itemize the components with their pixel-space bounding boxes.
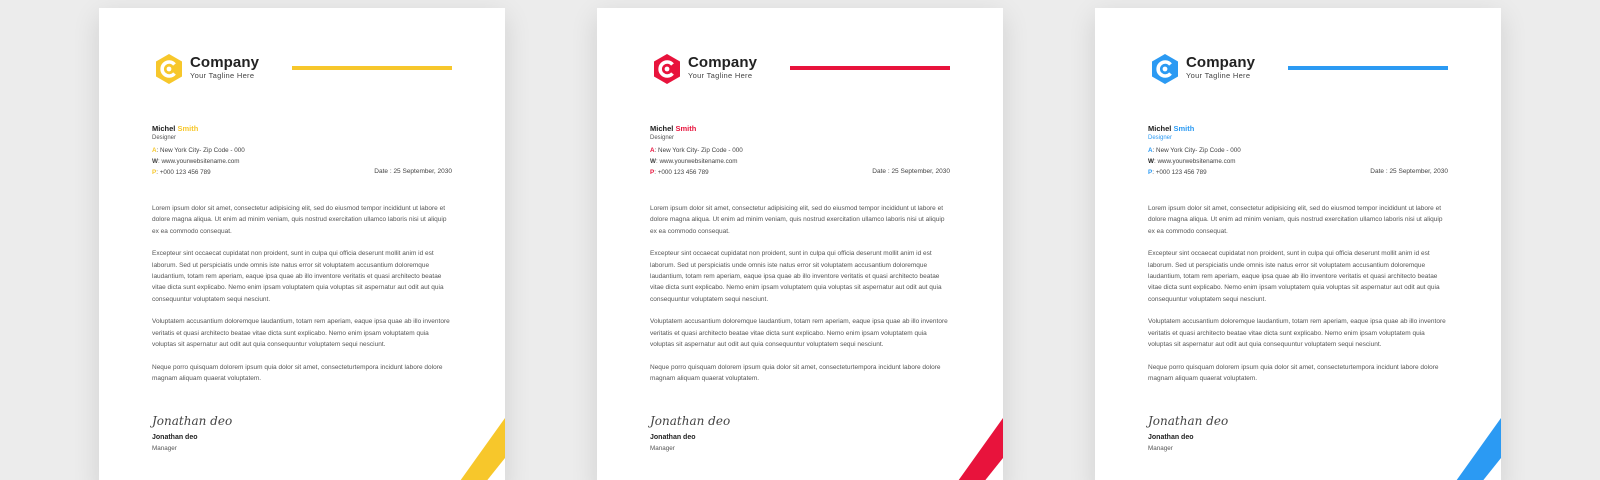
phone-line (152, 169, 211, 176)
company-name: Company (1186, 54, 1256, 71)
website-value: : www.yourwebsitename.com (157, 158, 240, 165)
address-key: A (650, 147, 655, 154)
body-paragraph: Voluptatem accusantium doloremque laudantium, totam rem aperiam, eaque ipsa quae ab illo inventore veritatis et quasi architecto beatae vitae dicta sunt explicabo. Nemo enim ipsam voluptatem quia voluptas sit aspernatur aut odit aut quia consequuntur voluptatem sequi nesciunt. (152, 318, 450, 348)
body-paragraph: Neque porro quisquam dolorem ipsum quia dolor sit amet, consecteturtempora incidunt labore dolore magnam aliquam quaerat voluptatem. (650, 363, 941, 383)
company-tagline: Your Tagline Here (688, 71, 753, 80)
letterhead-page-2 (597, 8, 1003, 480)
corner-accent-stripe (943, 418, 1003, 480)
sender-last-name: Smith (675, 124, 697, 133)
body-paragraph: Excepteur sint occaecat cupidatat non proident, sunt in culpa qui officia deserunt mollit anim id est laborum. Sed ut perspiciatis unde omnis iste natus error sit voluptatem accusantium doloremque laudantium, totam rem aperiam, eaque ipsa quae ab illo inventore veritatis et quasi architecto beatae vitae dicta sunt explicabo. Nemo enim ipsam voluptatem quia voluptas sit aspernatur aut odit aut quia consequuntur voluptatem sequi nesciunt. (152, 250, 444, 303)
header-accent-line (1288, 66, 1448, 70)
letter-date: Date : 25 September, 2030 (872, 168, 950, 175)
body-paragraph: Neque porro quisquam dolorem ipsum quia dolor sit amet, consecteturtempora incidunt labore dolore magnam aliquam quaerat voluptatem. (1148, 363, 1439, 383)
address-line (1148, 147, 1241, 154)
website-value: : www.yourwebsitename.com (655, 158, 738, 165)
body-paragraph: Excepteur sint occaecat cupidatat non proident, sunt in culpa qui officia deserunt mollit anim id est laborum. Sed ut perspiciatis unde omnis iste natus error sit voluptatem accusantium doloremque laudantium, totam rem aperiam, eaque ipsa quae ab illo inventore veritatis et quasi architecto beatae vitae dicta sunt explicabo. Nemo enim ipsam voluptatem quia voluptas sit aspernatur aut odit aut quia consequuntur voluptatem sequi nesciunt. (1148, 250, 1440, 303)
sender-last-name: Smith (177, 124, 199, 133)
sender-role: Designer (1148, 135, 1173, 141)
phone-key: P (1148, 169, 1153, 176)
letter-date: Date : 25 September, 2030 (1370, 168, 1448, 175)
letter-body (1148, 203, 1449, 396)
website-key: W (1148, 158, 1154, 165)
sender-role: Designer (650, 135, 675, 141)
website-key: W (650, 158, 656, 165)
body-paragraph: Neque porro quisquam dolorem ipsum quia dolor sit amet, consecteturtempora incidunt labore dolore magnam aliquam quaerat voluptatem. (152, 363, 443, 383)
address-key: A (1148, 147, 1153, 154)
address-value: : New York City- Zip Code - 000 (156, 147, 245, 154)
body-paragraph: Lorem ipsum dolor sit amet, consectetur adipisicing elit, sed do eiusmod tempor incididunt ut labore et dolore magna aliqua. Ut enim ad minim veniam, quis nostrud exercitation ullamco laboris nisi ut aliquip ex ea commodo consequat. (1148, 205, 1443, 235)
website-key: W (152, 158, 158, 165)
signatory-role: Manager (1148, 445, 1173, 452)
phone-value: : +000 123 456 789 (156, 169, 211, 176)
sender-name (1148, 124, 1194, 133)
header-accent-line (292, 66, 452, 70)
signatory-name: Jonathan deo (152, 434, 198, 441)
sender-name (152, 124, 198, 133)
address-line (650, 147, 743, 154)
header-accent-line (790, 66, 950, 70)
letter-body (152, 203, 453, 396)
body-paragraph: Voluptatem accusantium doloremque laudantium, totam rem aperiam, eaque ipsa quae ab illo inventore veritatis et quasi architecto beatae vitae dicta sunt explicabo. Nemo enim ipsam voluptatem quia voluptas sit aspernatur aut odit aut quia consequuntur voluptatem sequi nesciunt. (1148, 318, 1446, 348)
letterhead-page-1 (99, 8, 505, 480)
corner-accent-stripe (1441, 418, 1501, 480)
address-line (152, 147, 245, 154)
letter-body (650, 203, 951, 396)
company-name: Company (190, 54, 260, 71)
phone-value: : +000 123 456 789 (654, 169, 709, 176)
company-tagline: Your Tagline Here (190, 71, 255, 80)
sender-first-name: Michel (650, 124, 674, 133)
sender-first-name: Michel (1148, 124, 1172, 133)
corner-accent-stripe (445, 418, 505, 480)
address-key: A (152, 147, 157, 154)
website-value: : www.yourwebsitename.com (1153, 158, 1236, 165)
website-line (1148, 158, 1236, 165)
website-line (152, 158, 240, 165)
sender-first-name: Michel (152, 124, 176, 133)
sender-name (650, 124, 696, 133)
hexagon-c-logo-icon (153, 53, 185, 85)
company-tagline: Your Tagline Here (1186, 71, 1251, 80)
handwritten-signature: Jonathan deo (1148, 414, 1229, 428)
handwritten-signature: Jonathan deo (152, 414, 233, 428)
hexagon-c-logo-icon (1149, 53, 1181, 85)
website-line (650, 158, 738, 165)
body-paragraph: Lorem ipsum dolor sit amet, consectetur adipisicing elit, sed do eiusmod tempor incididunt ut labore et dolore magna aliqua. Ut enim ad minim veniam, quis nostrud exercitation ullamco laboris nisi ut aliquip ex ea commodo consequat. (650, 205, 945, 235)
body-paragraph: Lorem ipsum dolor sit amet, consectetur adipisicing elit, sed do eiusmod tempor incididunt ut labore et dolore magna aliqua. Ut enim ad minim veniam, quis nostrud exercitation ullamco laboris nisi ut aliquip ex ea commodo consequat. (152, 205, 447, 235)
company-name: Company (688, 54, 758, 71)
phone-line (650, 169, 709, 176)
phone-value: : +000 123 456 789 (1152, 169, 1207, 176)
handwritten-signature: Jonathan deo (650, 414, 731, 428)
signatory-role: Manager (650, 445, 675, 452)
signatory-role: Manager (152, 445, 177, 452)
signatory-name: Jonathan deo (650, 434, 696, 441)
hexagon-c-logo-icon (651, 53, 683, 85)
letter-date: Date : 25 September, 2030 (374, 168, 452, 175)
phone-key: P (152, 169, 157, 176)
body-paragraph: Voluptatem accusantium doloremque laudantium, totam rem aperiam, eaque ipsa quae ab illo inventore veritatis et quasi architecto beatae vitae dicta sunt explicabo. Nemo enim ipsam voluptatem quia voluptas sit aspernatur aut odit aut quia consequuntur voluptatem sequi nesciunt. (650, 318, 948, 348)
phone-line (1148, 169, 1207, 176)
signatory-name: Jonathan deo (1148, 434, 1194, 441)
sender-last-name: Smith (1173, 124, 1195, 133)
phone-key: P (650, 169, 655, 176)
body-paragraph: Excepteur sint occaecat cupidatat non proident, sunt in culpa qui officia deserunt mollit anim id est laborum. Sed ut perspiciatis unde omnis iste natus error sit voluptatem accusantium doloremque laudantium, totam rem aperiam, eaque ipsa quae ab illo inventore veritatis et quasi architecto beatae vitae dicta sunt explicabo. Nemo enim ipsam voluptatem quia voluptas sit aspernatur aut odit aut quia consequuntur voluptatem sequi nesciunt. (650, 250, 942, 303)
sender-role: Designer (152, 135, 177, 141)
letterhead-page-3 (1095, 8, 1501, 480)
address-value: : New York City- Zip Code - 000 (1152, 147, 1241, 154)
address-value: : New York City- Zip Code - 000 (654, 147, 743, 154)
